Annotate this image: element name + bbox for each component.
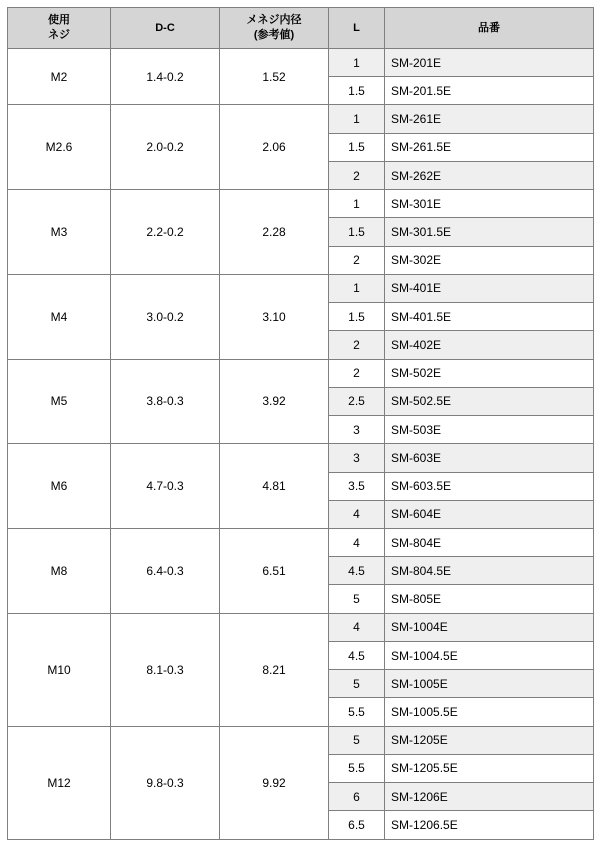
length-cell: 5.5 [329, 754, 385, 782]
length-cell: 1 [329, 190, 385, 218]
header-inner-line1: メネジ内径 [246, 14, 302, 26]
length-cell: 3 [329, 444, 385, 472]
dc-cell: 1.4-0.2 [111, 49, 220, 105]
dc-cell: 2.2-0.2 [111, 190, 220, 275]
table-header [8, 8, 594, 49]
part-number-cell: SM-402E [385, 331, 594, 359]
table-row [8, 613, 594, 641]
header-row [8, 8, 594, 49]
part-number-cell: SM-1205.5E [385, 754, 594, 782]
length-cell: 1.5 [329, 133, 385, 161]
part-number-cell: SM-261.5E [385, 133, 594, 161]
dc-cell: 2.0-0.2 [111, 105, 220, 190]
part-number-cell: SM-1004E [385, 613, 594, 641]
part-number-cell: SM-502.5E [385, 387, 594, 415]
length-cell: 1 [329, 274, 385, 302]
screw-cell: M8 [8, 528, 111, 613]
length-cell: 2 [329, 246, 385, 274]
length-cell: 6.5 [329, 811, 385, 839]
dc-cell: 8.1-0.3 [111, 613, 220, 726]
part-number-cell: SM-603E [385, 444, 594, 472]
dc-cell: 3.8-0.3 [111, 359, 220, 444]
length-cell: 1 [329, 105, 385, 133]
inner-diameter-cell: 3.10 [220, 274, 329, 359]
length-cell: 2 [329, 331, 385, 359]
length-cell: 5 [329, 670, 385, 698]
length-cell: 1.5 [329, 303, 385, 331]
length-cell: 4 [329, 528, 385, 556]
part-number-cell: SM-604E [385, 500, 594, 528]
header-inner-line2: (参考値) [253, 29, 295, 41]
length-cell: 5 [329, 585, 385, 613]
screw-cell: M6 [8, 444, 111, 529]
part-number-cell: SM-804.5E [385, 557, 594, 585]
part-number-cell: SM-261E [385, 105, 594, 133]
screw-cell: M4 [8, 274, 111, 359]
inner-diameter-cell: 2.06 [220, 105, 329, 190]
part-number-cell: SM-201.5E [385, 77, 594, 105]
table-row [8, 444, 594, 472]
header-screw-line1: 使用 [48, 14, 70, 26]
table-row [8, 726, 594, 754]
part-number-cell: SM-301E [385, 190, 594, 218]
inner-diameter-cell: 8.21 [220, 613, 329, 726]
table-row [8, 359, 594, 387]
part-number-cell: SM-301.5E [385, 218, 594, 246]
inner-diameter-cell: 4.81 [220, 444, 329, 529]
dc-cell: 6.4-0.3 [111, 528, 220, 613]
length-cell: 2 [329, 161, 385, 189]
length-cell: 5 [329, 726, 385, 754]
length-cell: 1 [329, 49, 385, 77]
part-number-cell: SM-1205E [385, 726, 594, 754]
length-cell: 5.5 [329, 698, 385, 726]
part-number-cell: SM-502E [385, 359, 594, 387]
length-cell: 6 [329, 783, 385, 811]
table-row [8, 105, 594, 133]
table-row [8, 528, 594, 556]
header-inner-diameter [220, 8, 329, 49]
screw-cell: M12 [8, 726, 111, 839]
screw-cell: M2 [8, 49, 111, 105]
screw-cell: M5 [8, 359, 111, 444]
inner-diameter-cell: 3.92 [220, 359, 329, 444]
part-number-cell: SM-302E [385, 246, 594, 274]
header-screw [8, 8, 111, 49]
length-cell: 4 [329, 500, 385, 528]
part-number-cell: SM-1004.5E [385, 641, 594, 669]
inner-diameter-cell: 6.51 [220, 528, 329, 613]
header-dc: D-C [111, 8, 220, 49]
part-number-cell: SM-804E [385, 528, 594, 556]
part-number-cell: SM-1005.5E [385, 698, 594, 726]
dc-cell: 9.8-0.3 [111, 726, 220, 839]
part-number-cell: SM-503E [385, 416, 594, 444]
part-number-cell: SM-401E [385, 274, 594, 302]
dc-cell: 3.0-0.2 [111, 274, 220, 359]
table-row [8, 274, 594, 302]
header-part-number: 品番 [385, 8, 594, 49]
length-cell: 2 [329, 359, 385, 387]
length-cell: 4.5 [329, 557, 385, 585]
part-number-cell: SM-805E [385, 585, 594, 613]
screw-cell: M10 [8, 613, 111, 726]
length-cell: 1.5 [329, 77, 385, 105]
dc-cell: 4.7-0.3 [111, 444, 220, 529]
inner-diameter-cell: 9.92 [220, 726, 329, 839]
part-number-cell: SM-401.5E [385, 303, 594, 331]
length-cell: 1.5 [329, 218, 385, 246]
screw-cell: M2.6 [8, 105, 111, 190]
part-number-cell: SM-1206E [385, 783, 594, 811]
length-cell: 3 [329, 416, 385, 444]
table-body [8, 49, 594, 840]
length-cell: 3.5 [329, 472, 385, 500]
screw-cell: M3 [8, 190, 111, 275]
header-length: L [329, 8, 385, 49]
part-number-cell: SM-603.5E [385, 472, 594, 500]
length-cell: 4.5 [329, 641, 385, 669]
spec-table [7, 7, 594, 840]
part-number-cell: SM-1005E [385, 670, 594, 698]
part-number-cell: SM-201E [385, 49, 594, 77]
inner-diameter-cell: 2.28 [220, 190, 329, 275]
part-number-cell: SM-262E [385, 161, 594, 189]
inner-diameter-cell: 1.52 [220, 49, 329, 105]
table-row [8, 49, 594, 77]
part-number-cell: SM-1206.5E [385, 811, 594, 839]
header-screw-line2: ネジ [48, 29, 70, 41]
length-cell: 2.5 [329, 387, 385, 415]
table-row [8, 190, 594, 218]
length-cell: 4 [329, 613, 385, 641]
